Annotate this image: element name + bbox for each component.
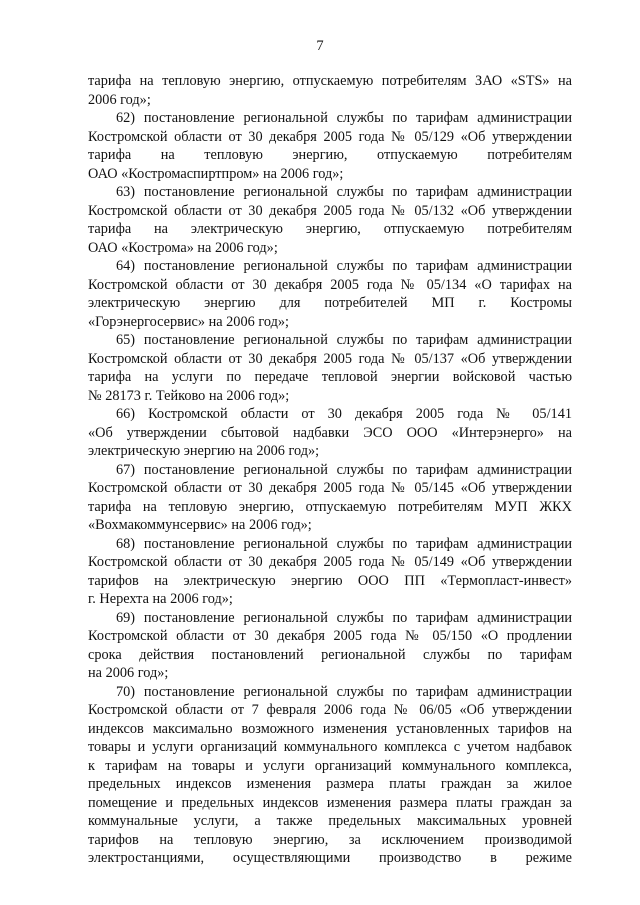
text-line: тарифа на услуги по передаче тепловой энергии войсковой частью (88, 369, 572, 385)
text-line: тарифа на тепловую энергию, отпускаемую потребителям (88, 147, 572, 163)
text-line: помещение и предельных индексов изменения размера платы граждан за (88, 794, 572, 811)
text-line: Костромской области от 30 декабря 2005 года № 05/145 «Об утверждении (88, 480, 572, 496)
text-line: на 2006 год»; (88, 665, 169, 681)
text-line: 69) постановление региональной службы по тарифам администрации (116, 609, 572, 626)
text-line: Костромской области от 30 декабря 2005 года № 05/134 «О тарифах на (88, 276, 572, 293)
text-line: Костромской области от 30 декабря 2005 года № 05/137 «Об утверждении (88, 350, 572, 367)
text-line: г. Нерехта на 2006 год»; (88, 591, 233, 607)
text-line: электрическую энергию для потребителей МП г. Костромы (88, 295, 572, 311)
page-number: 7 (316, 38, 324, 54)
text-line: Костромской области от 7 февраля 2006 года № 06/05 «Об утверждении (88, 702, 572, 718)
text-line: тарифов на электрическую энергию ООО ПП «Термопласт-инвест» (88, 572, 572, 589)
text-line: товары и услуги организаций коммунального комплекса с учетом надбавок (88, 739, 572, 755)
text-line: электрическую энергию на 2006 год»; (88, 443, 320, 459)
text-line: тарифа на тепловую энергию, отпускаемую потребителям МУП ЖКХ (88, 498, 572, 515)
text-line: 68) постановление региональной службы по тарифам администрации (116, 535, 572, 552)
text-line: 67) постановление региональной службы по тарифам администрации (116, 461, 572, 478)
text-line: Костромской области от 30 декабря 2005 года № 05/132 «Об утверждении (88, 202, 572, 219)
text-line: «Об утверждении сбытовой надбавки ЭСО ООО «Интерэнерго» на (88, 424, 572, 441)
text-line: «Вохмакоммунсервис» на 2006 год»; (88, 517, 312, 533)
text-line: к тарифам на товары и услуги организаций коммунального комплекса, (88, 757, 572, 774)
text-line: «Горэнергосервис» на 2006 год»; (88, 313, 289, 330)
text-line: 65) постановление региональной службы по тарифам администрации (116, 332, 572, 348)
text-line: 2006 год»; (88, 91, 151, 108)
text-line: тарифов на тепловую энергию, за исключением производимой (88, 831, 572, 848)
text-line: 64) постановление региональной службы по тарифам администрации (116, 258, 572, 274)
text-line: электростанциями, осуществляющими производство в режиме (88, 850, 572, 866)
text-line: индексов максимально возможного изменения установленных тарифов на (88, 720, 572, 737)
text-line: ОАО «Костромаспиртпром» на 2006 год»; (88, 165, 344, 182)
text-line: Костромской области от 30 декабря 2005 года № 05/129 «Об утверждении (88, 128, 572, 145)
text-line: тарифа на электрическую энергию, отпускаемую потребителям (88, 221, 572, 237)
text-line: срока действия постановлений региональной службы по тарифам (88, 646, 572, 663)
text-line: предельных индексов изменения размера платы граждан за жилое (88, 776, 572, 792)
text-line: 70) постановление региональной службы по тарифам администрации (116, 683, 572, 700)
text-line: 62) постановление региональной службы по тарифам администрации (116, 110, 572, 126)
text-line: № 28173 г. Тейково на 2006 год»; (88, 387, 290, 404)
text-line: Костромской области от 30 декабря 2005 года № 05/150 «О продлении (88, 628, 572, 644)
text-line: Костромской области от 30 декабря 2005 года № 05/149 «Об утверждении (88, 554, 572, 570)
text-line: ОАО «Кострома» на 2006 год»; (88, 239, 278, 256)
document-body (88, 72, 572, 868)
text-line: тарифа на тепловую энергию, отпускаемую потребителям ЗАО «STS» на (88, 73, 572, 89)
text-line: 63) постановление региональной службы по тарифам администрации (116, 184, 572, 200)
text-line: коммунальные услуги, а также предельных максимальных уровней (88, 813, 572, 829)
text-line: 66) Костромской области от 30 декабря 2005 года № 05/141 (116, 406, 572, 422)
